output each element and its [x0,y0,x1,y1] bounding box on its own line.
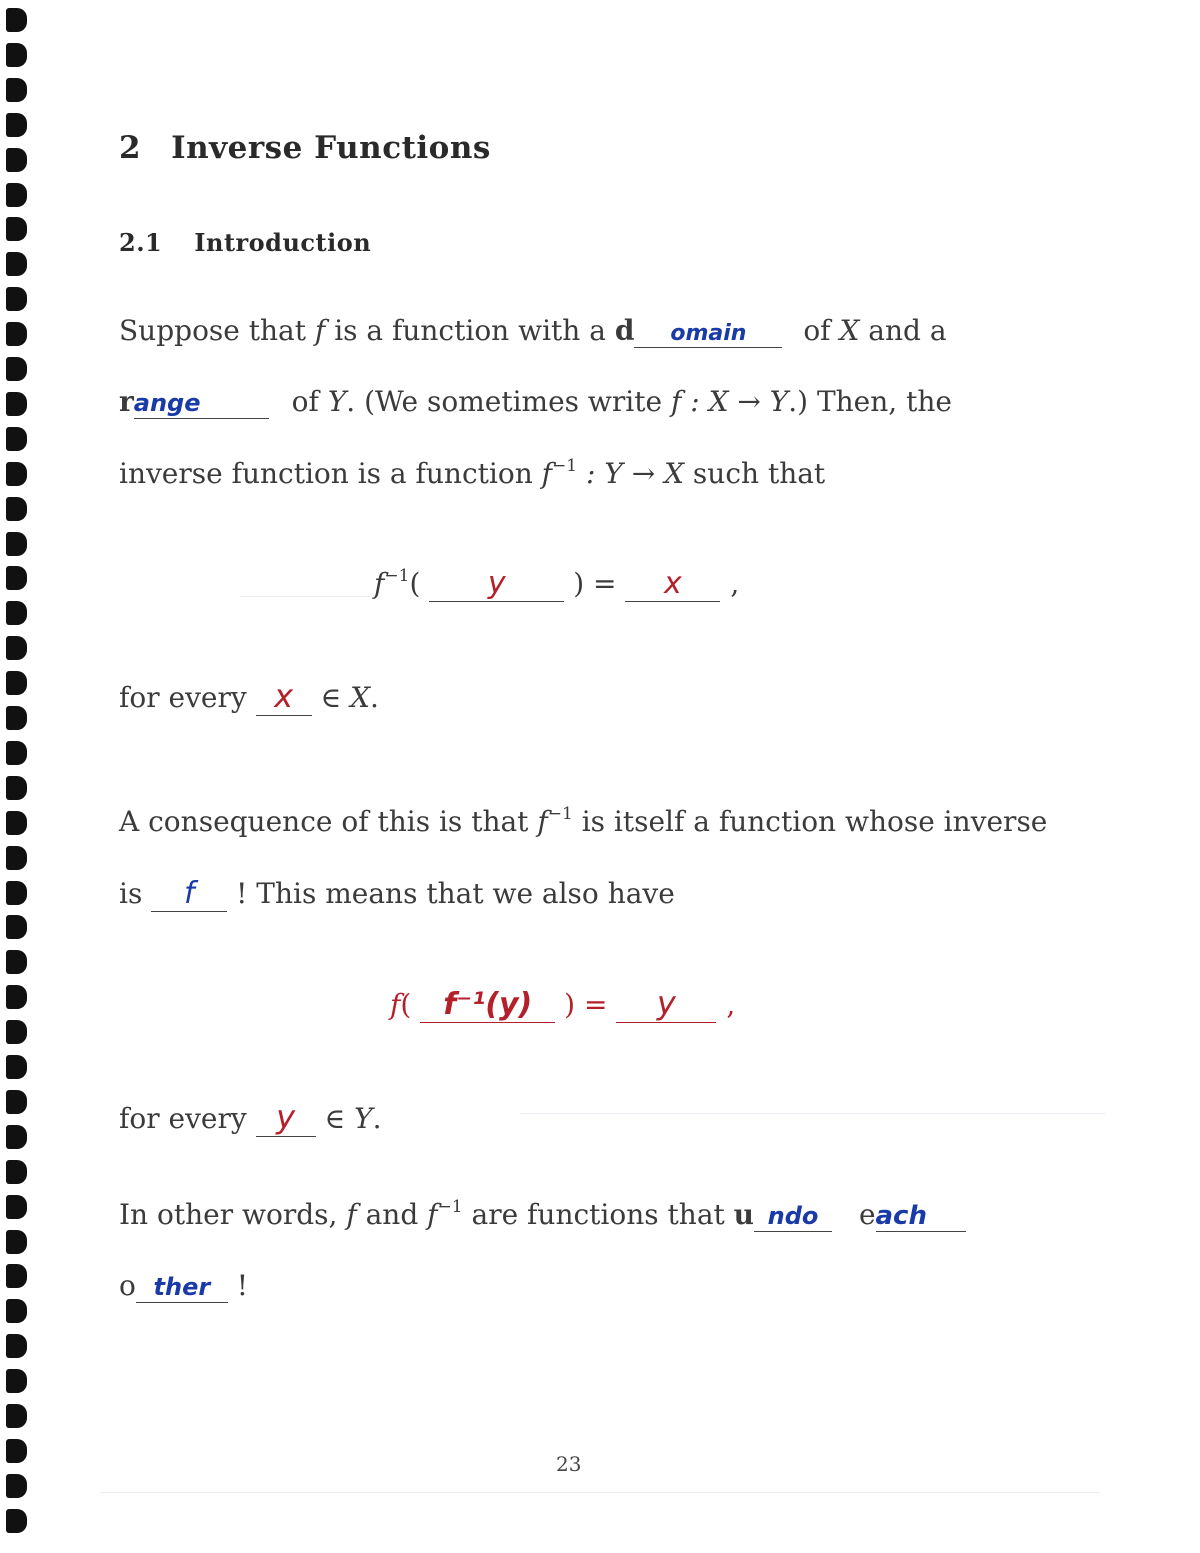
comma: , [730,567,740,600]
handwritten-x: x [664,566,682,601]
forevery-x-blank[interactable] [256,677,312,716]
binding-hole [6,706,27,730]
binding-hole [6,1230,27,1254]
range-prefix: r [119,385,134,418]
text: is [119,877,143,910]
forevery-y-blank[interactable] [256,1098,316,1137]
undo-prefix: u [733,1198,755,1231]
text: of [803,314,831,347]
equation-composition [390,984,735,1023]
exclamation: ! [236,1269,249,1302]
paren: ( [409,567,421,600]
binding-hole [6,252,27,276]
handwritten-y: y [656,984,676,1022]
period: . [372,1102,382,1135]
math-set: ∈ X [320,681,371,714]
text: and [365,1198,419,1231]
subsection-title: Introduction [194,228,372,257]
math-mapping: : Y → X [586,457,685,490]
binding-hole [6,1195,27,1219]
binding-hole [6,915,27,939]
math-superscript: −1 [384,566,410,586]
binding-hole [6,1299,27,1323]
each-prefix: e [858,1198,876,1231]
handwritten-finverse-y: f⁻¹(y) [443,987,533,1022]
text: is a function with a [334,314,606,347]
comma: , [726,988,736,1021]
math-f: f [541,457,553,490]
text: are functions that [471,1198,725,1231]
binding-hole [6,322,27,346]
math-f: f [427,1198,438,1231]
text: . (We sometimes write [346,385,663,418]
each-blank[interactable] [876,1198,966,1232]
eq1-result-blank[interactable] [625,566,720,602]
para1-line1 [119,314,947,348]
section-title: Inverse Functions [171,130,491,166]
binding-hole [6,811,27,835]
equals: ) = [573,567,617,600]
text: In other words, [119,1198,338,1231]
binding-hole [6,881,27,905]
binding-hole [6,1404,27,1428]
undo-blank[interactable] [754,1198,832,1232]
handwritten-each: ach [875,1201,927,1231]
subsection-heading [119,228,371,257]
math-superscript: −1 [547,804,573,824]
binding-hole [6,8,27,32]
binding-hole [6,357,27,381]
binding-hole [6,1125,27,1149]
math-Y: Y [327,385,347,418]
binding-hole [6,217,27,241]
domain-prefix: d [614,314,635,347]
math-superscript: −1 [437,1197,463,1217]
page-number: 23 [556,1452,582,1476]
handwritten-y: y [487,566,506,601]
paren: ( [400,988,412,1021]
binding-hole [6,427,27,451]
inverse-of-blank[interactable] [151,876,227,912]
handwritten-undo: ndo [767,1202,819,1230]
binding-hole [6,392,27,416]
binding-hole [6,1439,27,1463]
binding-hole [6,1090,27,1114]
binding-hole [6,43,27,67]
binding-hole [6,1020,27,1044]
eq1-argument-blank[interactable] [429,566,564,602]
math-f: f [374,567,385,600]
scan-artifact-line [520,1113,1105,1114]
binding-hole [6,497,27,521]
binding-hole [6,1369,27,1393]
binding-hole [6,1334,27,1358]
binding-hole [6,1509,27,1533]
binding-hole [6,1264,27,1288]
text: of [291,385,319,418]
handwritten-f: f [183,876,195,911]
text: for every [119,1102,247,1135]
binding-hole [6,1160,27,1184]
math-f: f [314,314,326,347]
para3-line2 [119,1269,248,1303]
text: inverse function is a function [119,457,533,490]
binding-hole [6,113,27,137]
para1-line3 [119,456,825,490]
binding-hole [6,566,27,590]
subsection-number: 2.1 [119,228,163,257]
para2-line2 [119,876,675,912]
binding-hole [6,532,27,556]
scan-artifact-line [100,1492,1100,1493]
binding-hole [6,601,27,625]
domain-blank[interactable] [634,314,782,348]
math-f: f [390,988,401,1021]
math-superscript: −1 [552,456,578,476]
math-X: X [839,314,860,347]
binding-hole [6,950,27,974]
text: and a [868,314,947,347]
forevery-x-line [119,677,379,716]
text: is itself a function whose inverse [581,805,1048,838]
handwritten-y: y [276,1098,296,1136]
handwritten-other: ther [153,1273,211,1301]
binding-hole [6,1474,27,1498]
para1-line2 [119,385,952,419]
binding-hole [6,287,27,311]
binding-hole [6,985,27,1009]
binding-hole [6,78,27,102]
text: Suppose that [119,314,306,347]
para3-line1 [119,1197,966,1232]
binding-hole [6,776,27,800]
binding-hole [6,148,27,172]
binding-hole [6,741,27,765]
binding-holes [6,8,30,1548]
binding-hole [6,636,27,660]
binding-hole [6,183,27,207]
binding-hole [6,1055,27,1079]
other-blank[interactable] [136,1269,228,1303]
math-f: f [537,805,548,838]
handwritten-range: ange [133,389,201,417]
forevery-y-line [119,1098,382,1137]
equals: ) = [564,988,608,1021]
text: A consequence of this is that [119,805,529,838]
binding-hole [6,462,27,486]
handwritten-domain: omain [670,321,747,346]
text: for every [119,681,247,714]
eq2-argument-blank[interactable] [420,987,555,1023]
math-f: f [346,1198,357,1231]
scan-artifact-line [240,596,370,597]
equation-inverse [374,566,739,602]
text: such that [692,457,826,490]
text: .) Then, the [788,385,952,418]
section-heading [119,130,491,166]
period: . [370,681,379,714]
other-prefix: o [119,1269,136,1302]
math-mapping: f : X → Y [670,385,789,418]
math-set: ∈ Y [324,1102,373,1135]
para2-line1 [119,804,1047,838]
binding-hole [6,671,27,695]
text: ! This means that we also have [236,877,675,910]
eq2-result-blank[interactable] [616,984,716,1023]
section-number: 2 [119,130,142,166]
range-blank[interactable] [134,385,269,419]
binding-hole [6,846,27,870]
handwritten-x: x [274,677,294,715]
